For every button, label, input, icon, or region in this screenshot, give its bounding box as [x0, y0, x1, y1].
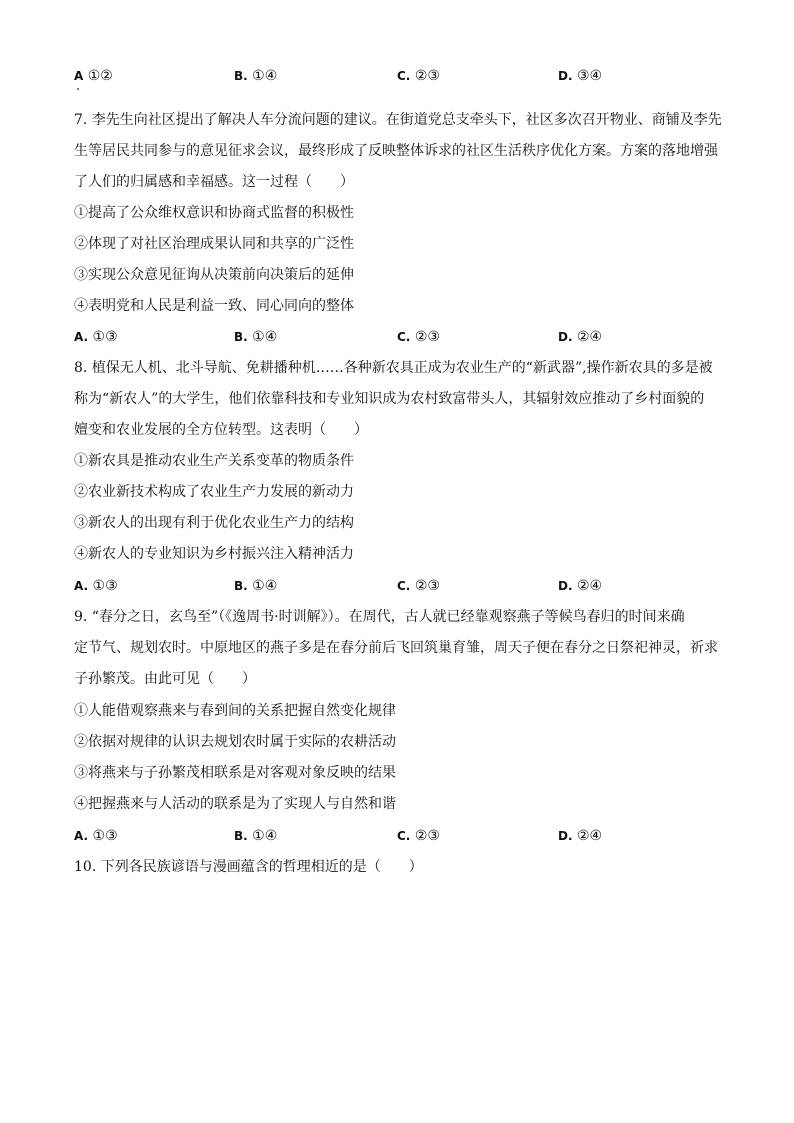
q8-option-c: C. ②③ [397, 578, 440, 594]
q8-option-a: A. ①③ [74, 578, 118, 594]
q8-options [74, 577, 724, 595]
q9-option-c: C. ②③ [397, 828, 440, 844]
q9-option-d: D. ②④ [558, 828, 603, 844]
q9-stem-line-2: 定节气、规划农时。中原地区的燕子多是在春分前后飞回筑巢育雏，周天子便在春分之日祭祀神灵，祈求 [74, 640, 718, 656]
q8-stem-line-2: 称为“新农人”的大学生，他们依靠科技和专业知识成为农村致富带头人，其辐射效应推动了乡村面貌的 [74, 391, 705, 407]
q9-statement-1: ①人能借观察燕来与春到间的关系把握自然变化规律 [74, 703, 396, 719]
q8-statement-2: ②农业新技术构成了农业生产力发展的新动力 [74, 484, 354, 500]
q8-option-b: B. ①④ [234, 578, 278, 594]
q7-stem-line-3: 了人们的归属感和幸福感。这一过程（ ） [74, 174, 354, 190]
q9-options [74, 827, 724, 845]
q7-stem-line-1: 7. 李先生向社区提出了解决人车分流问题的建议。在街道党总支牵头下，社区多次召开物业、商铺及李先 [74, 112, 722, 128]
q6-option-d: D. ③④ [558, 68, 603, 84]
q6-options [74, 67, 724, 85]
q7-option-b: B. ①④ [234, 329, 278, 345]
q9-statement-2: ②依据对规律的认识去规划农时属于实际的农耕活动 [74, 734, 396, 750]
q9-stem-line-1: 9. “春分之日，玄鸟至”（《逸周书·时训解》）。在周代，古人就已经靠观察燕子等候鸟春归的时间来确 [74, 609, 685, 625]
q7-option-c: C. ②③ [397, 329, 440, 345]
q6-option-c: C. ②③ [397, 68, 440, 84]
q8-statement-4: ④新农人的专业知识为乡村振兴注入精神活力 [74, 546, 354, 562]
q9-option-a: A. ①③ [74, 828, 118, 844]
q6-option-a: A ①② [74, 68, 113, 84]
q7-statement-2: ②体现了对社区治理成果认同和共享的广泛性 [74, 236, 354, 252]
q7-stem-line-2: 生等居民共同参与的意见征求会议，最终形成了反映整体诉求的社区生活秩序优化方案。方案的落地增强 [74, 143, 718, 159]
q9-statement-3: ③将燕来与子孙繁茂相联系是对客观对象反映的结果 [74, 765, 396, 781]
q7-statement-3: ③实现公众意见征询从决策前向决策后的延伸 [74, 267, 354, 283]
q8-option-d: D. ②④ [558, 578, 603, 594]
q7-option-d: D. ②④ [558, 329, 603, 345]
q9-option-b: B. ①④ [234, 828, 278, 844]
q7-option-a: A. ①③ [74, 329, 118, 345]
q7-statement-1: ①提高了公众维权意识和协商式监督的积极性 [74, 205, 354, 221]
q9-stem-line-3: 子孙繁茂。由此可见（ ） [74, 671, 256, 687]
stray-mark [77, 88, 79, 90]
q7-statement-4: ④表明党和人民是利益一致、同心同向的整体 [74, 298, 354, 314]
q10-stem-line-1: 10. 下列各民族谚语与漫画蕴含的哲理相近的是（ ） [74, 859, 423, 875]
q8-statement-3: ③新农人的出现有利于优化农业生产力的结构 [74, 515, 354, 531]
q6-option-b: B. ①④ [234, 68, 278, 84]
q8-stem-line-1: 8. 植保无人机、北斗导航、免耕播种机……各种新农具正成为农业生产的“新武器”,操作新农具的多是被 [74, 360, 713, 376]
q7-options [74, 328, 724, 346]
q8-statement-1: ①新农具是推动农业生产关系变革的物质条件 [74, 453, 354, 469]
q8-stem-line-3: 嬗变和农业发展的全方位转型。这表明（ ） [74, 422, 368, 438]
q9-statement-4: ④把握燕来与人活动的联系是为了实现人与自然和谐 [74, 796, 396, 812]
